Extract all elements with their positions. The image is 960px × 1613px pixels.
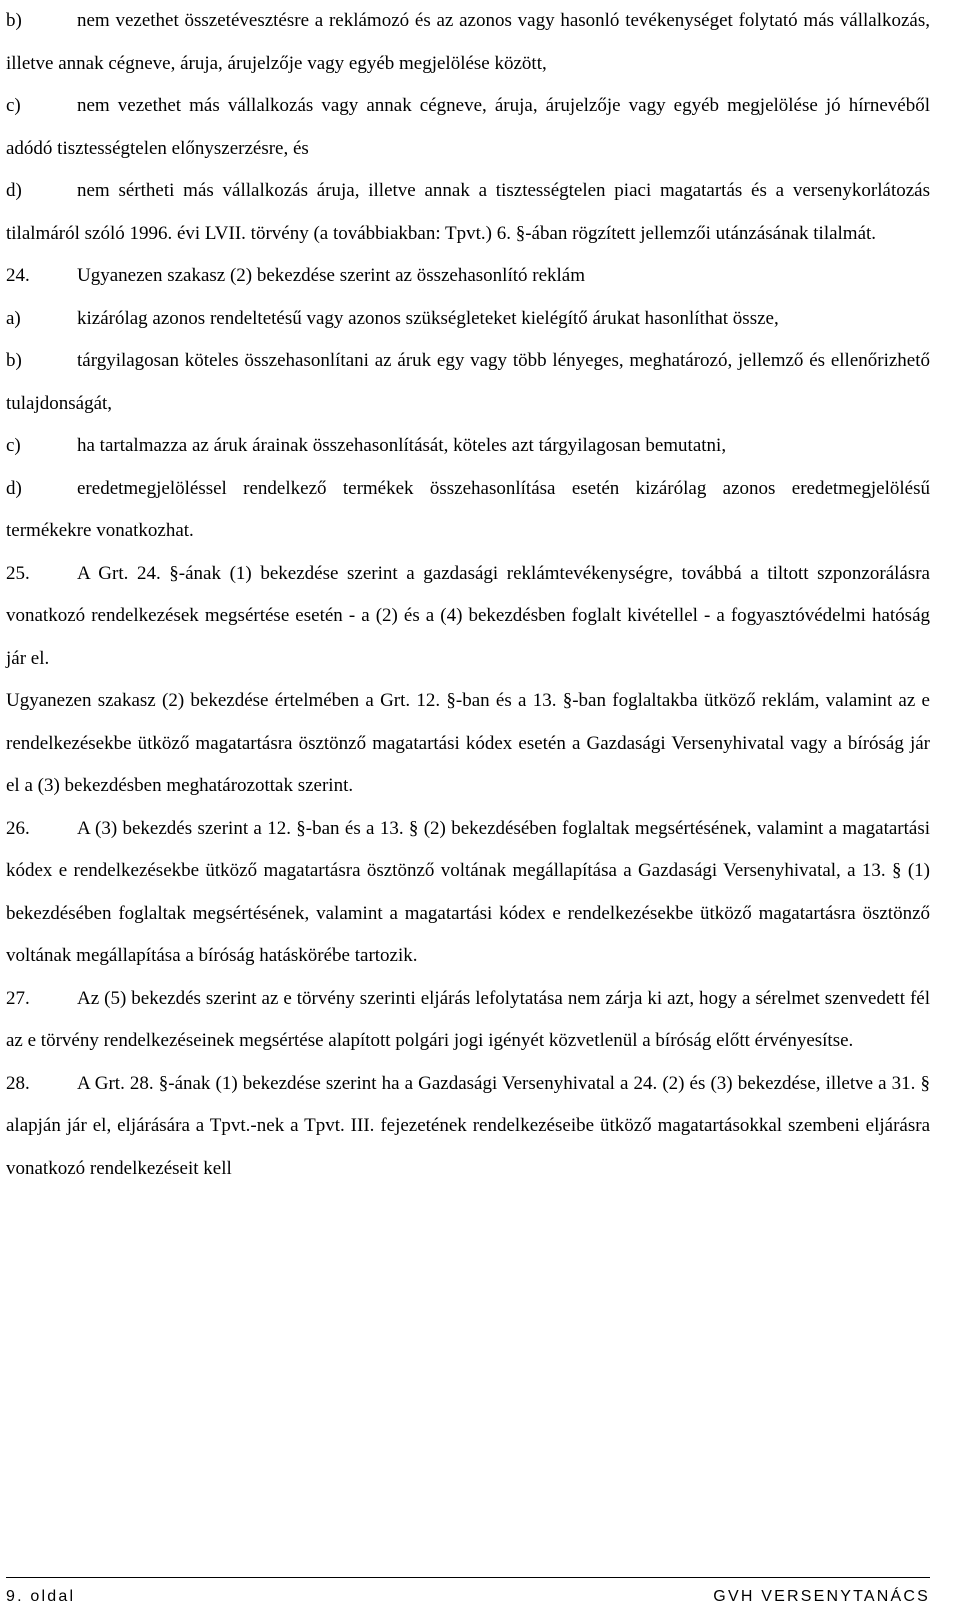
- paragraph-text: nem sértheti más vállalkozás áruja, illetve annak a tisztességtelen piaci magatartás és a versenykorlátozás tilalmáról szóló 1996. évi LVII. törvény (a továbbiakban: Tpvt.) 6. §-ában rögzített jellemzői utánzásának tilalmát.: [6, 180, 930, 244]
- paragraph-label: c): [6, 435, 21, 456]
- paragraph-26: [6, 808, 930, 978]
- paragraph-text: eredetmegjelöléssel rendelkező termékek összehasonlítása esetén kizárólag azonos eredetmegjelölésű termékekre vonatkozhat.: [6, 477, 930, 541]
- paragraph-label: a): [6, 307, 21, 329]
- paragraph-label: 25.: [6, 562, 30, 584]
- paragraph-label: 24.: [6, 265, 30, 286]
- paragraph-text: Ugyanezen szakasz (2) bekezdése szerint az összehasonlító reklám: [77, 265, 586, 286]
- paragraph-text: A (3) bekezdés szerint a 12. §-ban és a 13. § (2) bekezdésében foglaltak megsértésének, valamint a magatartási kódex e rendelkezésekbe ütköző magatartásra ösztönző voltának megállapítása a Gazdasági Versenyhivatal, a 13. § (1) bekezdésében foglaltak megsértésének, valamint a magatartási kódex e rendelkezésekbe ütköző magatartásra ösztönző voltának megállapítása a bíróság hatáskörébe tartozik.: [6, 817, 930, 966]
- paragraph-label: b): [6, 350, 22, 371]
- footer-organization: GVH VERSENYTANÁCS: [713, 1588, 930, 1605]
- page-footer: [6, 1588, 930, 1606]
- paragraph-c-1: [6, 85, 930, 170]
- paragraph-d-2: [6, 468, 930, 553]
- paragraph-text: kizárólag azonos rendeltetésű vagy azonos szükségleteket kielégítő árukat hasonlíthat össze,: [77, 307, 779, 329]
- paragraph-d-1: [6, 170, 930, 255]
- paragraph-27: [6, 978, 930, 1063]
- paragraph-text: ha tartalmazza az áruk árainak összehasonlítását, köteles azt tárgyilagosan bemutatni,: [77, 435, 727, 456]
- paragraph-label: d): [6, 477, 22, 499]
- footer-divider: [6, 1577, 930, 1578]
- paragraph-text: nem vezethet más vállalkozás vagy annak cégneve, áruja, árujelzője vagy egyéb megjelölése jó hírnevéből adódó tisztességtelen előnyszerzésre, és: [6, 95, 930, 159]
- paragraph-b-2: [6, 340, 930, 425]
- paragraph-label: 28.: [6, 1072, 30, 1094]
- paragraph-25: [6, 553, 930, 681]
- page-number: 9. oldal: [6, 1588, 76, 1605]
- paragraph-label: b): [6, 10, 22, 31]
- paragraph-b-1: [6, 0, 930, 85]
- paragraph-label: 26.: [6, 817, 30, 839]
- paragraph-text: nem vezethet összetévesztésre a reklámozó és az azonos vagy hasonló tevékenységet folytató más vállalkozás, illetve annak cégneve, áruja, árujelzője vagy egyéb megjelölése között,: [6, 10, 930, 74]
- paragraph-a-2: [6, 298, 930, 341]
- paragraph-text: Ugyanezen szakasz (2) bekezdése értelmében a Grt. 12. §-ban és a 13. §-ban foglaltakba ütköző reklám, valamint az e rendelkezésekbe ütköző magatartásra ösztönző magatartási kódex esetén a Gazdasági Versenyhivatal vagy a bíróság jár el a (3) bekezdésben meghatározottak szerint.: [6, 690, 930, 796]
- paragraph-text: tárgyilagosan köteles összehasonlítani az áruk egy vagy több lényeges, meghatározó, jellemző és ellenőrizhető tulajdonságát,: [6, 350, 930, 414]
- paragraph-24: [6, 255, 930, 298]
- paragraph-label: c): [6, 95, 21, 116]
- paragraph-label: d): [6, 180, 22, 201]
- paragraph-text: Az (5) bekezdés szerint az e törvény szerinti eljárás lefolytatása nem zárja ki azt, hogy a sérelmet szenvedett fél az e törvény rendelkezéseinek megsértése alapított polgári jogi igényét közvetlenül a bíróság előtt érvényesítse.: [6, 987, 930, 1051]
- paragraph-label: 27.: [6, 987, 30, 1009]
- document-body: [6, 0, 930, 1190]
- paragraph-text: A Grt. 24. §-ának (1) bekezdése szerint a gazdasági reklámtevékenységre, továbbá a tiltott szponzorálásra vonatkozó rendelkezések megsértése esetén - a (2) és a (4) bekezdésben foglalt kivétellel - a fogyasztóvédelmi hatóság jár el.: [6, 562, 930, 669]
- paragraph-c-2: [6, 425, 930, 468]
- paragraph-text: A Grt. 28. §-ának (1) bekezdése szerint ha a Gazdasági Versenyhivatal a 24. (2) és (3) bekezdése, illetve a 31. § alapján jár el, eljárására a Tpvt.-nek a Tpvt. III. fejezetének rendelkezéseibe ütköző magatartásokkal szembeni eljárásra vonatkozó rendelkezéseit kell: [6, 1072, 930, 1179]
- paragraph-28: [6, 1063, 930, 1191]
- paragraph-25-continued: [6, 680, 930, 808]
